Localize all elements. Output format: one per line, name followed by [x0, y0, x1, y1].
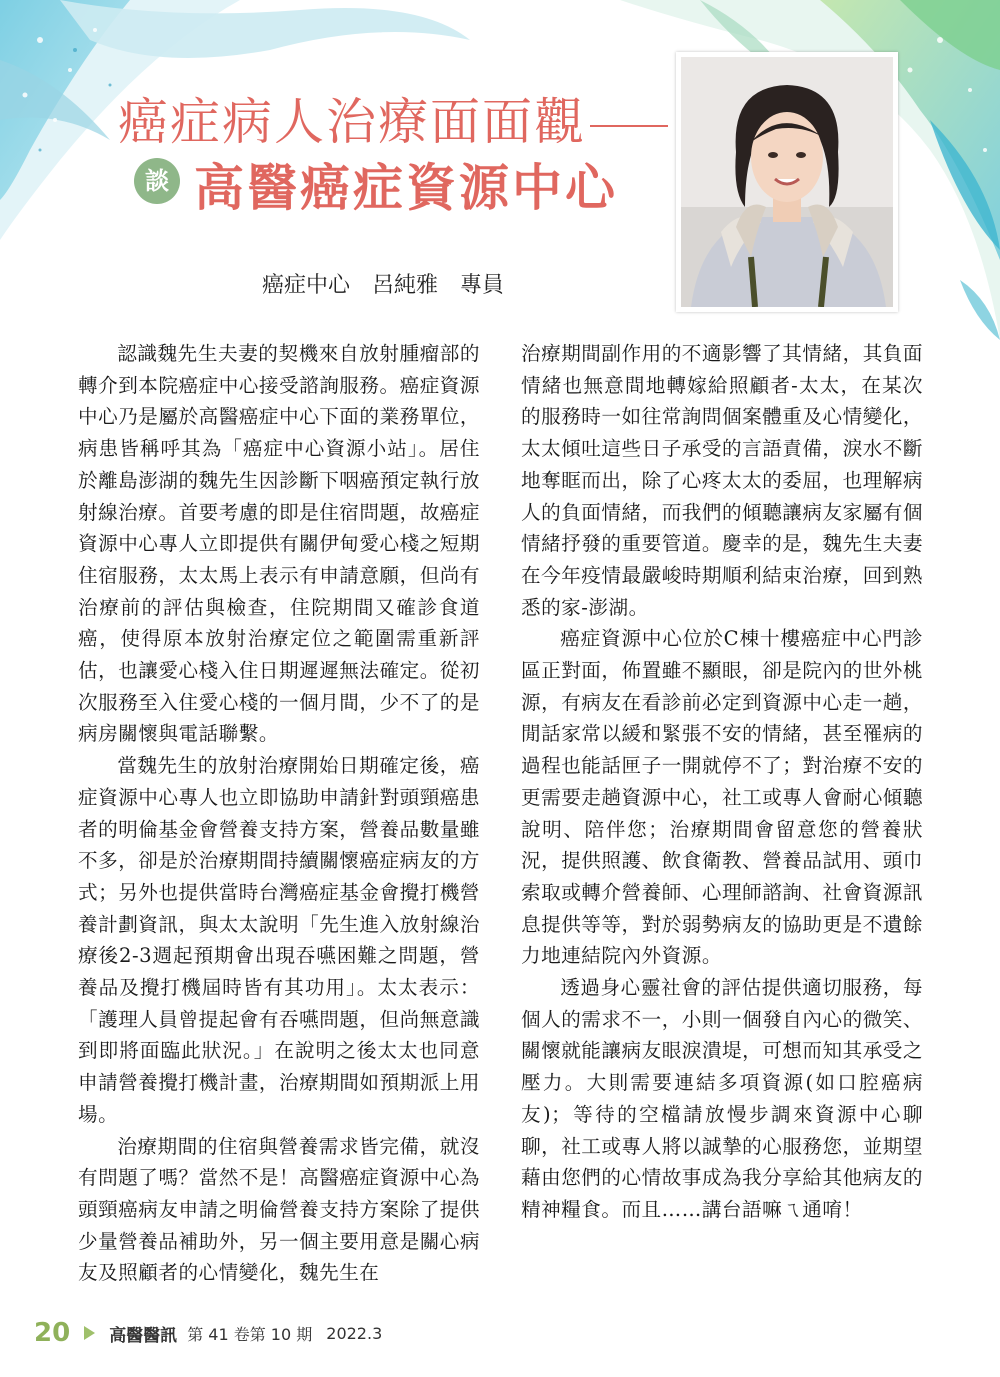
magazine-name: 高醫醫訊 — [109, 1325, 178, 1346]
paragraph: 治療期間的住宿與營養需求皆完備，就沒有問題了嗎？當然不是！高醫癌症資源中心為頭頸癌病友申請之明倫營養支持方案除了提供少量營養品補助外，另一個主要用意是關心病友及照顧者的心情變化，魏先生在 — [78, 1134, 480, 1285]
title-badge: 談 — [134, 158, 180, 204]
title-dash — [590, 125, 668, 127]
issue-number: 第 41 卷第 10 期 — [187, 1324, 313, 1344]
triangle-icon — [84, 1326, 95, 1340]
author-photo — [676, 52, 898, 312]
paragraph: 透過身心靈社會的評估提供適切服務，每個人的需求不一，小則一個發自內心的微笑、關懷就能讓病友眼淚潰堤，可想而知其承受之壓力。大則需要連結多項資源(如口腔癌病友)；等待的空檔請放慢步調來資源中心聊聊，社工或專人將以誠摯的心服務您，並期望藉由您們的心情故事成為我分享給其他病友的精神糧食。而且……講台語嘛ㄟ通唷！ — [521, 976, 923, 1221]
byline-author-role: 專員 — [460, 273, 505, 298]
paragraph: 當魏先生的放射治療開始日期確定後，癌症資源中心專人也立即協助申請針對頭頸癌患者的明倫基金會營養支持方案，營養品數量雖不多，卻是於治療期間持續關懷癌症病友的方式；另外也提供當時台灣癌症基金會攪打機營養計劃資訊，與太太說明「先生進入放射線治療後2-3週起預期會出現吞嚥困難之問題，營養品及攪打機屆時皆有其功用」。太太表示：「護理人員曾提起會有吞嚥問題，但尚無意識到即將面臨此狀況。」在說明之後太太也同意申請營養攪打機計畫，治療期間如預期派上用場。 — [78, 754, 480, 1126]
body-column-left — [78, 338, 480, 1289]
issue-date: 2022.3 — [326, 1323, 383, 1343]
page-footer — [34, 1318, 382, 1348]
body-column-right — [521, 338, 923, 1226]
article-title-line2: 高醫癌症資源中心 — [194, 159, 618, 217]
byline-author-name: 呂純雅 — [372, 273, 439, 298]
page-number: 20 — [34, 1318, 71, 1348]
paragraph: 癌症資源中心位於C棟十樓癌症中心門診區正對面，佈置雖不顯眼，卻是院內的世外桃源，有病友在看診前必定到資源中心走一趟，閒話家常以緩和緊張不安的情緒，甚至罹病的過程也能話匣子一開就停不了；對治療不安的更需要走趟資源中心，社工或專人會耐心傾聽說明、陪伴您；治療期間會留意您的營養狀況，提供照護、飲食衛教、營養品試用、頭巾索取或轉介營養師、心理師諮詢、社會資源訊息提供等等，對於弱勢病友的協助更是不遺餘力地連結院內外資源。 — [521, 627, 923, 968]
paragraph: 治療期間副作用的不適影響了其情緒，其負面情緒也無意間地轉嫁給照顧者-太太，在某次的服務時一如往常詢問個案體重及心情變化，太太傾吐這些日子承受的言語責備，淚水不斷地奪眶而出，除了心疼太太的委屈，也理解病人的負面情緒，而我們的傾聽讓病友家屬有個情緒抒發的重要管道。慶幸的是，魏先生夫妻在今年疫情最嚴峻時期順利結束治療，回到熟悉的家-澎湖。 — [521, 342, 923, 619]
article-title-line1: 癌症病人治療面面觀 — [118, 82, 668, 154]
byline-department: 癌症中心 — [262, 273, 351, 298]
paragraph: 認識魏先生夫妻的契機來自放射腫瘤部的轉介到本院癌症中心接受諮詢服務。癌症資源中心乃是屬於高醫癌症中心下面的業務單位，病患皆稱呼其為「癌症中心資源小站」。居住於離島澎湖的魏先生因診斷下咽癌預定執行放射線治療。首要考慮的即是住宿問題，故癌症資源中心專人立即提供有關伊甸愛心棧之短期住宿服務，太太馬上表示有申請意願，但尚有治療前的評估與檢查，住院期間又確診食道癌，使得原本放射治療定位之範圍需重新評估，也讓愛心棧入住日期遲遲無法確定。從初次服務至入住愛心棧的一個月間，少不了的是病房關懷與電話聯繫。 — [78, 342, 480, 746]
byline — [262, 268, 504, 299]
